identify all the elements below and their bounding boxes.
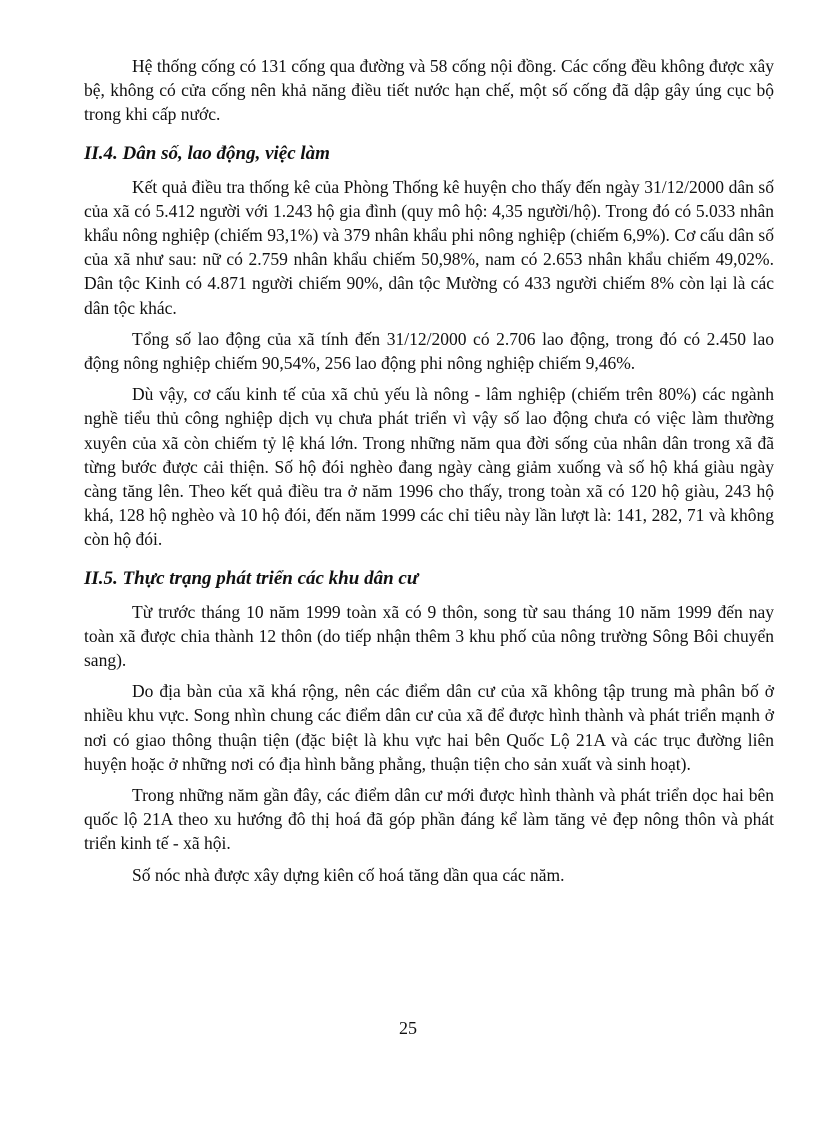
population-paragraph-1: Kết quả điều tra thống kê của Phòng Thống kê huyện cho thấy đến ngày 31/12/2000 dân số của xã có 5.412 người với 1.243 hộ gia đình (quy mô hộ: 4,35 người/hộ). Trong đó có 5.033 nhân khẩu nông nghiệp (chiếm 93,1%) và 379 nhân khẩu phi nông nghiệp (chiếm 6,9%). Cơ cấu dân số của xã như sau: nữ có 2.759 nhân khẩu chiếm 50,98%, nam có 2.653 nhân khẩu chiếm 49,02%. Dân tộc Kinh có 4.871 người chiếm 90%, dân tộc Mường có 433 người chiếm 8% còn lại là các dân tộc khác. <box>84 176 774 318</box>
residential-paragraph-1: Từ trước tháng 10 năm 1999 toàn xã có 9 thôn, song từ sau tháng 10 năm 1999 đến nay toàn xã được chia thành 12 thôn (do tiếp nhận thêm 3 khu phố của nông trường Sông Bôi chuyển sang). <box>84 601 774 671</box>
section-heading-population: II.4. Dân số, lao động, việc làm <box>84 142 330 164</box>
population-paragraph-3: Dù vậy, cơ cấu kinh tế của xã chủ yếu là nông - lâm nghiệp (chiếm trên 80%) các ngành nghề tiểu thủ công nghiệp dịch vụ chưa phát triển vì vậy số lao động chưa có việc làm thường xuyên của xã còn chiếm tỷ lệ khá lớn. Trong những năm qua đời sống của nhân dân trong xã đã từng bước được cải thiện. Số hộ đói nghèo đang ngày càng giảm xuống và số hộ khá giàu ngày càng tăng lên. Theo kết quả điều tra ở năm 1996 cho thấy, trong toàn xã có 120 hộ giàu, 243 hộ khá, 128 hộ nghèo và 10 hộ đói, đến năm 1999 các chỉ tiêu này lần lượt là: 141, 282, 71 và không còn hộ đói. <box>84 384 774 550</box>
page-number: 25 <box>399 1018 417 1038</box>
intro-paragraph: Hệ thống cống có 131 cống qua đường và 58 cống nội đồng. Các cống đều không được xây bệ, không có cửa cống nên khả năng điều tiết nước hạn chế, một số cống đã dập gây úng cục bộ trong khi cấp nước. <box>84 56 774 125</box>
section-heading-residential: II.5. Thực trạng phát triển các khu dân cư <box>84 567 419 589</box>
population-paragraph-2: Tổng số lao động của xã tính đến 31/12/2000 có 2.706 lao động, trong đó có 2.450 lao động nông nghiệp chiếm 90,54%, 256 lao động phi nông nghiệp chiếm 9,46%. <box>84 328 774 374</box>
residential-paragraph-3: Trong những năm gần đây, các điểm dân cư mới được hình thành và phát triển dọc hai bên quốc lộ 21A theo xu hướng đô thị hoá đã góp phần đáng kể làm tăng vẻ đẹp nông thôn và phát triển kinh tế - xã hội. <box>84 785 774 854</box>
residential-paragraph-2: Do địa bàn của xã khá rộng, nên các điểm dân cư của xã không tập trung mà phân bố ở nhiều khu vực. Song nhìn chung các điểm dân cư của xã để được hình thành và phát triển mạnh ở nơi có giao thông thuận tiện (đặc biệt là khu vực hai bên Quốc Lộ 21A và các trục đường liên huyện hoặc ở những nơi có địa hình bằng phẳng, thuận tiện cho sản xuất và sinh hoạt). <box>84 681 774 774</box>
document-page <box>84 54 774 887</box>
residential-paragraph-4: Số nóc nhà được xây dựng kiên cố hoá tăng dần qua các năm. <box>132 864 565 885</box>
